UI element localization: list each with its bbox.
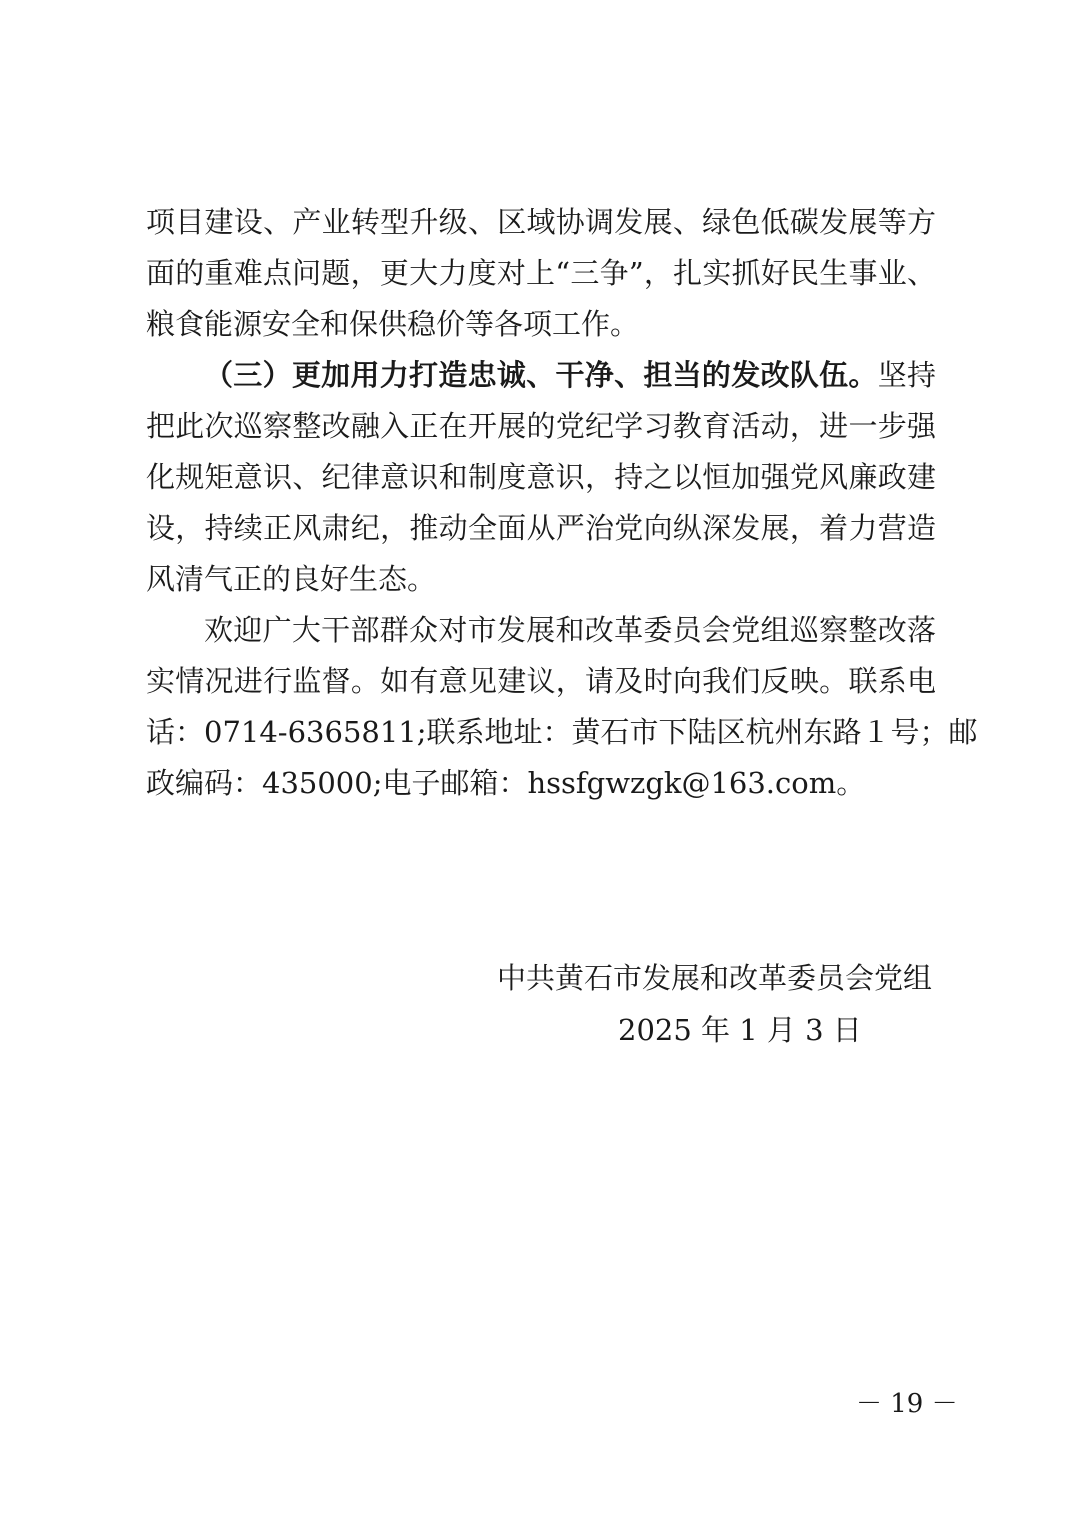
page-number: － 19 － bbox=[856, 1389, 958, 1419]
signature-date: 2025 年 1 月 3 日 bbox=[618, 1013, 862, 1047]
paragraph-line: 政编码：435000;电子邮箱：hssfgwzgk@163.com。 bbox=[146, 766, 866, 800]
paragraph-line: 项目建设、产业转型升级、区域协调发展、绿色低碳发展等方 bbox=[146, 205, 936, 239]
paragraph-line: 把此次巡察整改融入正在开展的党纪学习教育活动，进一步强 bbox=[146, 409, 936, 443]
paragraph-line: 风清气正的良好生态。 bbox=[146, 562, 437, 596]
paragraph-line: 化规矩意识、纪律意识和制度意识，持之以恒加强党风廉政建 bbox=[146, 460, 936, 494]
paragraph-line: 粮食能源安全和保供稳价等各项工作。 bbox=[146, 307, 640, 341]
signature-organization: 中共黄石市发展和改革委员会党组 bbox=[496, 961, 932, 995]
paragraph-line: 面的重难点问题，更大力度对上“三争”，扎实抓好民生事业、 bbox=[146, 256, 936, 290]
document-body bbox=[146, 197, 978, 809]
paragraph-line: 实情况进行监督。如有意见建议，请及时向我们反映。联系电 bbox=[146, 664, 936, 698]
signature-block bbox=[497, 952, 932, 1004]
paragraph-line: 欢迎广大干部群众对市发展和改革委员会党组巡察整改落 bbox=[204, 613, 936, 647]
section-heading: （三）更加用力打造忠诚、干净、担当的发改队伍。 bbox=[204, 358, 878, 392]
paragraph-line: 设，持续正风肃纪，推动全面从严治党向纵深发展，着力营造 bbox=[146, 511, 936, 545]
section-heading-tail: 坚持 bbox=[877, 358, 936, 392]
section-heading-line bbox=[146, 350, 936, 401]
paragraph-line: 话：0714-6365811;联系地址：黄石市下陆区杭州东路１号；邮 bbox=[146, 715, 978, 749]
